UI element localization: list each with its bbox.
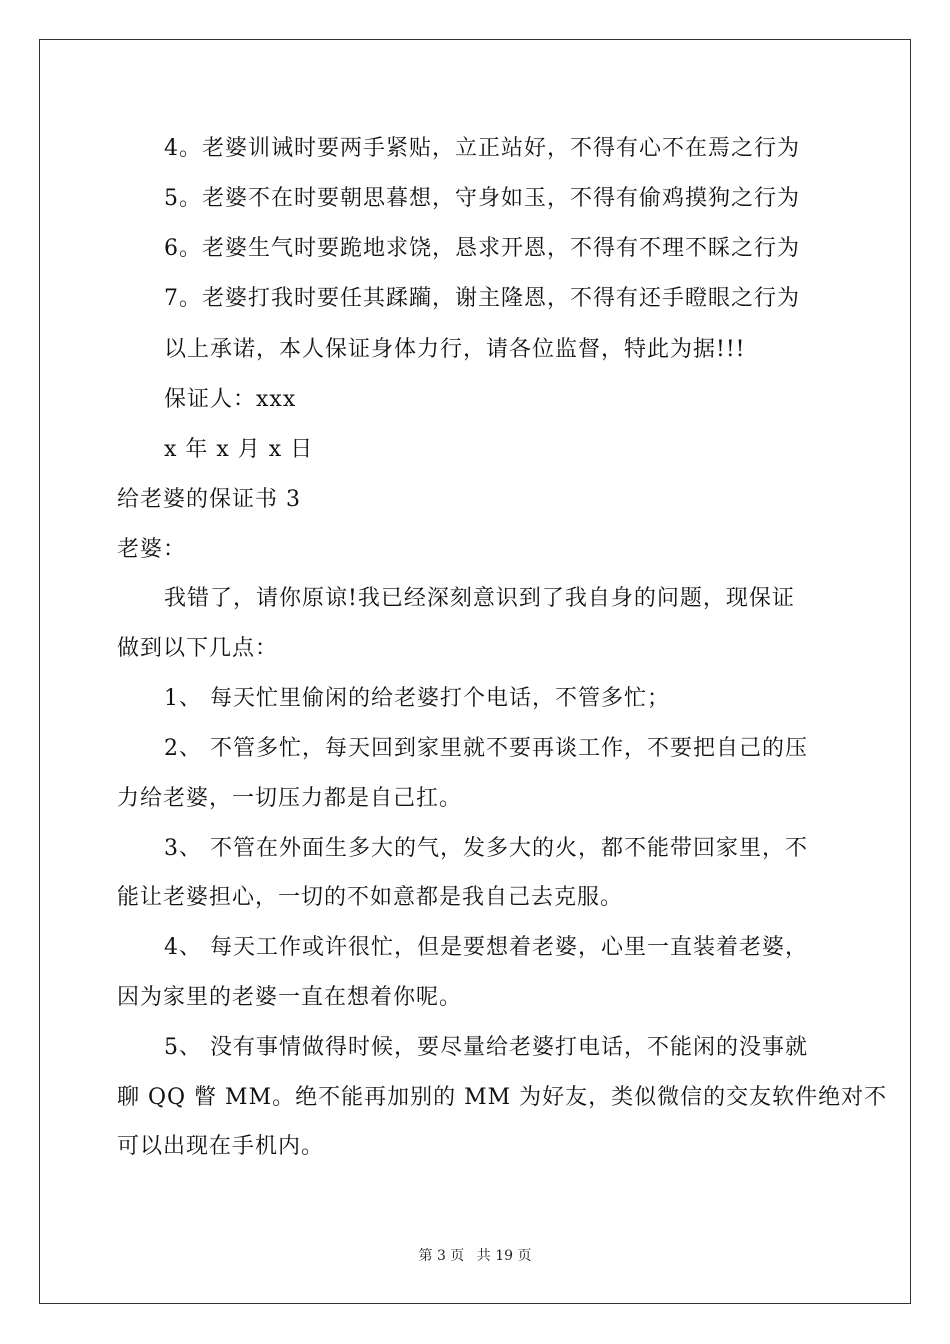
text-line: 能让老婆担心，一切的不如意都是我自己去克服。 xyxy=(117,885,624,910)
text-line: 5。老婆不在时要朝思暮想，守身如玉，不得有偷鸡摸狗之行为 xyxy=(164,186,800,211)
text-line: 以上承诺，本人保证身体力行，请各位监督，特此为据!!! xyxy=(164,337,746,362)
text-line: 可以出现在手机内。 xyxy=(117,1134,325,1159)
page-number: 第 3 页 xyxy=(418,1248,465,1264)
date-line: x 年 x 月 x 日 xyxy=(164,437,314,462)
salutation: 老婆： xyxy=(117,537,187,562)
list-item: 2、 不管多忙，每天回到家里就不要再谈工作，不要把自己的压 xyxy=(164,736,808,761)
text-line: 聊 QQ 瞥 MM。绝不能再加别的 MM 为好友，类似微信的交友软件绝对不 xyxy=(117,1085,888,1110)
text-line: 4。老婆训诫时要两手紧贴，立正站好，不得有心不在焉之行为 xyxy=(164,136,800,161)
text-line: 因为家里的老婆一直在想着你呢。 xyxy=(117,985,463,1010)
text-line: 我错了，请你原谅!我已经深刻意识到了我自身的问题，现保证 xyxy=(164,586,795,611)
text-line: 7。老婆打我时要任其蹂躏，谢主隆恩，不得有还手瞪眼之行为 xyxy=(164,286,800,311)
signatory-line: 保证人：xxx xyxy=(164,387,297,412)
list-item: 3、 不管在外面生多大的气，发多大的火，都不能带回家里，不 xyxy=(164,836,808,861)
text-line: 做到以下几点： xyxy=(117,636,279,661)
page-total: 共 19 页 xyxy=(476,1248,532,1264)
text-line: 力给老婆，一切压力都是自己扛。 xyxy=(117,786,463,811)
list-item: 1、 每天忙里偷闲的给老婆打个电话，不管多忙； xyxy=(164,686,670,711)
text-line: 6。老婆生气时要跪地求饶，恳求开恩，不得有不理不睬之行为 xyxy=(164,236,800,261)
list-item: 4、 每天工作或许很忙，但是要想着老婆，心里一直装着老婆， xyxy=(164,935,808,960)
list-item: 5、 没有事情做得时候，要尽量给老婆打电话，不能闲的没事就 xyxy=(164,1035,808,1060)
page-border xyxy=(39,39,911,1304)
section-title: 给老婆的保证书 3 xyxy=(117,487,301,512)
page-footer xyxy=(0,1247,950,1265)
